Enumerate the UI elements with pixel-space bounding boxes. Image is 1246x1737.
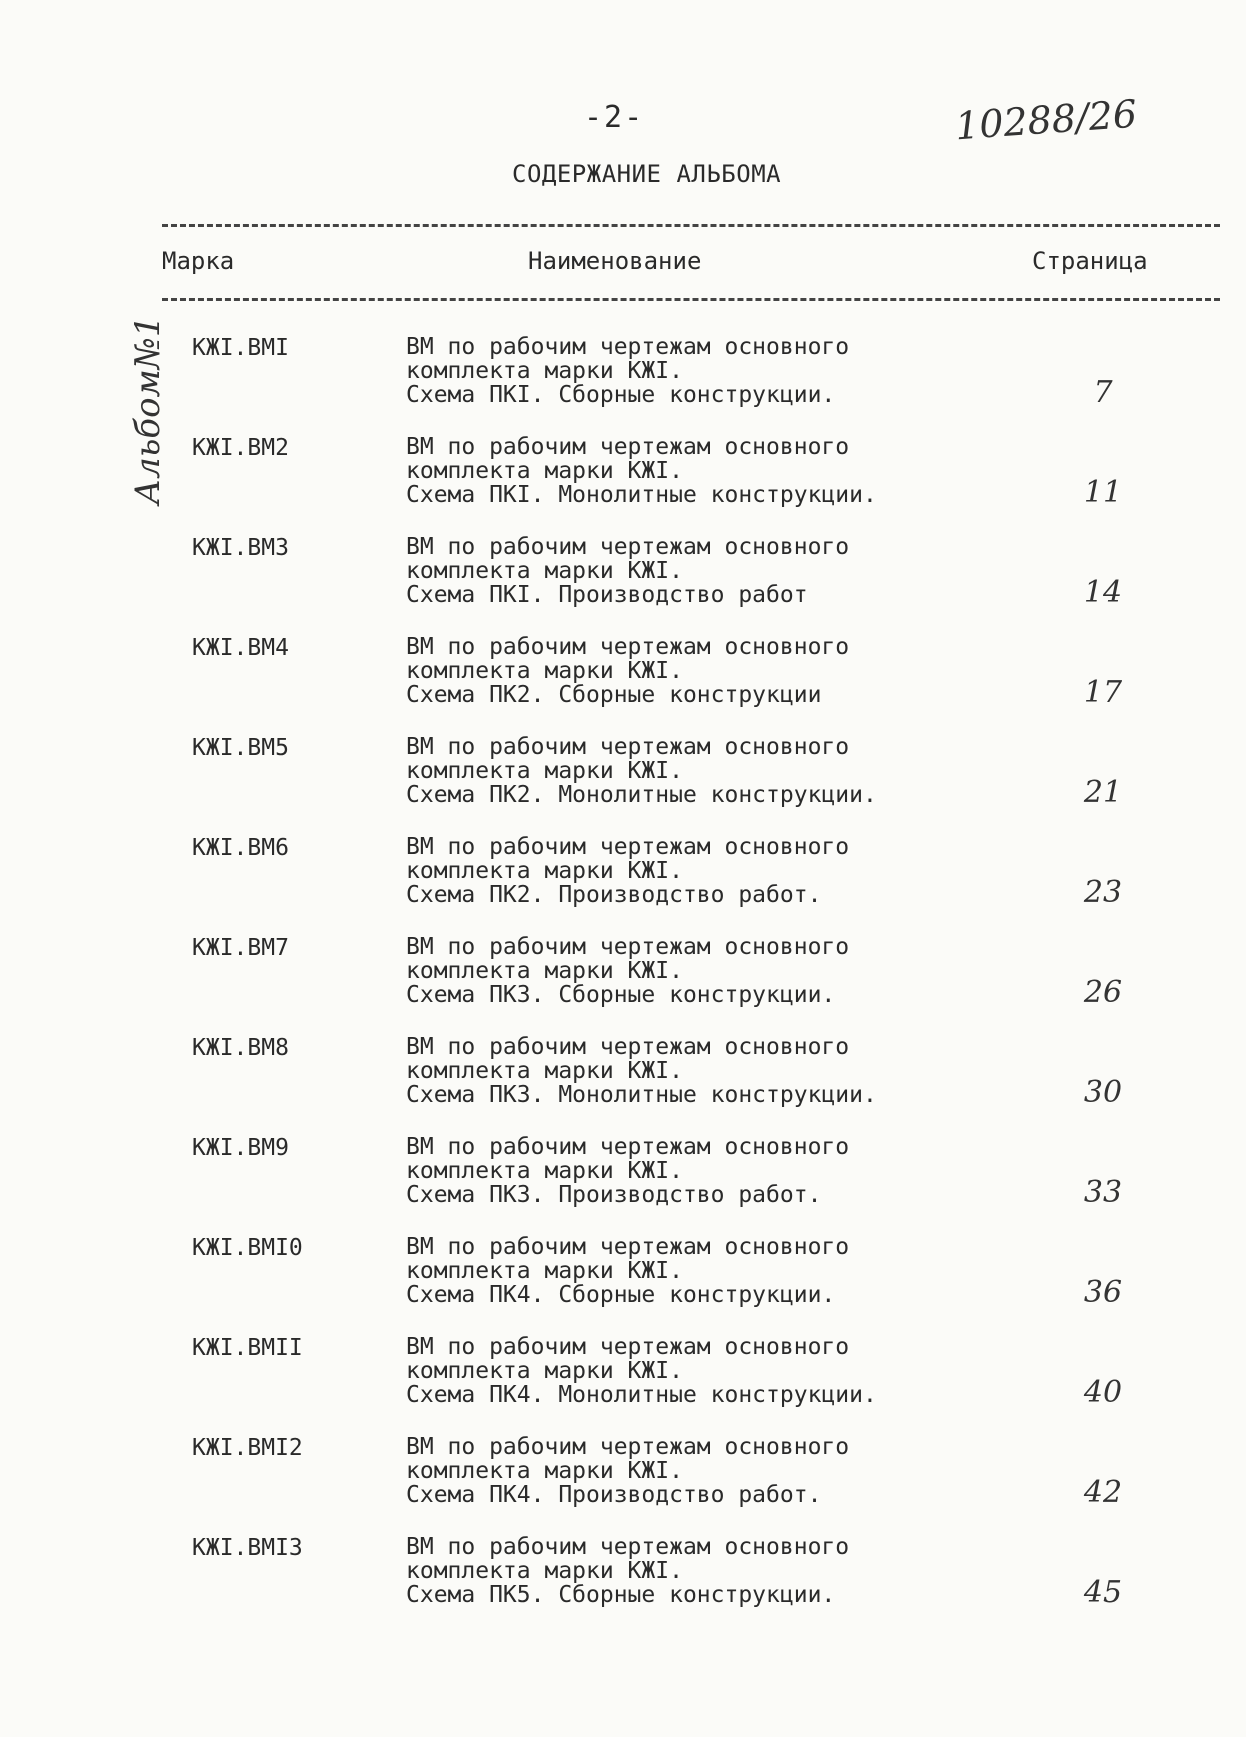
row-description-line: комплекта марки КЖI. — [406, 1358, 683, 1384]
row-description-line: ВМ по рабочим чертежам основного — [406, 434, 850, 460]
table-row — [0, 435, 1246, 535]
row-description-line: ВМ по рабочим чертежам основного — [406, 1434, 850, 1460]
row-description-line: ВМ по рабочим чертежам основного — [406, 1534, 850, 1560]
row-description-line: ВМ по рабочим чертежам основного — [406, 1034, 850, 1060]
document-id: 10288/26 — [953, 91, 1139, 149]
row-page: 14 — [1083, 575, 1123, 610]
row-mark: КЖI.ВМ5 — [192, 735, 289, 761]
table-row — [0, 935, 1246, 1035]
table-row — [0, 1235, 1246, 1335]
row-mark: КЖI.ВМI0 — [192, 1235, 303, 1261]
table-row — [0, 1035, 1246, 1135]
row-description-line: ВМ по рабочим чертежам основного — [406, 1334, 850, 1360]
row-description-line: Схема ПКI. Сборные конструкции. — [406, 382, 836, 408]
row-description-line: комплекта марки КЖI. — [406, 1158, 683, 1184]
row-page: 11 — [1083, 475, 1123, 510]
row-mark: КЖI.ВМ4 — [192, 635, 289, 661]
row-description-line: Схема ПК5. Сборные конструкции. — [406, 1582, 836, 1608]
row-description-line: ВМ по рабочим чертежам основного — [406, 934, 850, 960]
row-page: 36 — [1083, 1275, 1123, 1310]
row-description-line: комплекта марки КЖI. — [406, 758, 683, 784]
page-number: -2- — [584, 100, 645, 135]
table-row — [0, 1335, 1246, 1435]
row-description-line: комплекта марки КЖI. — [406, 1058, 683, 1084]
row-mark: КЖI.ВМ7 — [192, 935, 289, 961]
column-header-name: Наименование — [528, 247, 702, 275]
row-description — [406, 1135, 849, 1207]
row-description — [406, 1335, 877, 1407]
table-row — [0, 535, 1246, 635]
row-description — [406, 1535, 849, 1607]
row-mark: КЖI.ВМ6 — [192, 835, 289, 861]
row-page: 33 — [1083, 1175, 1123, 1210]
column-header-page: Страница — [1032, 247, 1148, 275]
table-row — [0, 1435, 1246, 1535]
row-description-line: комплекта марки КЖI. — [406, 1558, 683, 1584]
table-row — [0, 835, 1246, 935]
row-description — [406, 835, 849, 907]
row-description — [406, 1435, 849, 1507]
row-description — [406, 635, 849, 707]
row-description-line: Схема ПК4. Сборные конструкции. — [406, 1282, 836, 1308]
column-header-mark: Марка — [162, 247, 235, 275]
row-description-line: комплекта марки КЖI. — [406, 1458, 683, 1484]
row-description-line: ВМ по рабочим чертежам основного — [406, 634, 850, 660]
document-title: СОДЕРЖАНИЕ АЛЬБОМА — [512, 160, 782, 188]
row-description-line: ВМ по рабочим чертежам основного — [406, 1134, 850, 1160]
row-description-line: Схема ПК2. Монолитные конструкции. — [406, 782, 877, 808]
header-bottom-rule — [162, 298, 1220, 301]
row-mark: КЖI.ВМ8 — [192, 1035, 289, 1061]
table-row — [0, 1535, 1246, 1635]
row-description-line: Схема ПК4. Производство работ. — [406, 1482, 822, 1508]
row-page: 42 — [1083, 1475, 1123, 1510]
table-row — [0, 335, 1246, 435]
row-description-line: Схема ПК3. Производство работ. — [406, 1182, 822, 1208]
row-description-line: ВМ по рабочим чертежам основного — [406, 1234, 850, 1260]
row-description — [406, 935, 849, 1007]
row-description-line: ВМ по рабочим чертежам основного — [406, 334, 850, 360]
row-description-line: Схема ПК2. Сборные конструкции — [406, 682, 822, 708]
table-row — [0, 1135, 1246, 1235]
row-page: 23 — [1083, 875, 1123, 910]
row-description — [406, 535, 849, 607]
row-page: 45 — [1083, 1575, 1123, 1610]
row-description-line: комплекта марки КЖI. — [406, 1258, 683, 1284]
row-description-line: Схема ПКI. Производство работ — [406, 582, 808, 608]
row-description-line: ВМ по рабочим чертежам основного — [406, 834, 850, 860]
row-description-line: комплекта марки КЖI. — [406, 658, 683, 684]
row-page: 21 — [1083, 775, 1123, 810]
row-description-line: Схема ПК3. Монолитные конструкции. — [406, 1082, 877, 1108]
table-row — [0, 735, 1246, 835]
row-mark: КЖI.ВМII — [192, 1335, 303, 1361]
row-description-line: Схема ПК2. Производство работ. — [406, 882, 822, 908]
album-side-note: Альбом№1 — [128, 315, 168, 505]
row-description — [406, 735, 877, 807]
row-mark: КЖI.ВМ3 — [192, 535, 289, 561]
contents-table — [0, 335, 1246, 1635]
row-description-line: ВМ по рабочим чертежам основного — [406, 734, 850, 760]
row-page: 17 — [1083, 675, 1123, 710]
row-description-line: комплекта марки КЖI. — [406, 458, 683, 484]
row-description-line: комплекта марки КЖI. — [406, 358, 683, 384]
row-description-line: ВМ по рабочим чертежам основного — [406, 534, 850, 560]
header-top-rule — [162, 224, 1220, 227]
row-description-line: Схема ПК4. Монолитные конструкции. — [406, 1382, 877, 1408]
row-page: 7 — [1093, 375, 1113, 410]
row-mark: КЖI.ВМI — [192, 335, 289, 361]
row-description — [406, 1035, 877, 1107]
table-row — [0, 635, 1246, 735]
row-mark: КЖI.ВМI2 — [192, 1435, 303, 1461]
row-page: 40 — [1083, 1375, 1123, 1410]
row-description-line: Схема ПК3. Сборные конструкции. — [406, 982, 836, 1008]
row-description-line: комплекта марки КЖI. — [406, 858, 683, 884]
row-description — [406, 335, 849, 407]
row-mark: КЖI.ВМ2 — [192, 435, 289, 461]
row-page: 26 — [1083, 975, 1123, 1010]
row-page: 30 — [1083, 1075, 1123, 1110]
row-mark: КЖI.ВМ9 — [192, 1135, 289, 1161]
row-mark: КЖI.ВМI3 — [192, 1535, 303, 1561]
row-description — [406, 435, 877, 507]
row-description-line: Схема ПКI. Монолитные конструкции. — [406, 482, 877, 508]
row-description — [406, 1235, 849, 1307]
row-description-line: комплекта марки КЖI. — [406, 958, 683, 984]
row-description-line: комплекта марки КЖI. — [406, 558, 683, 584]
